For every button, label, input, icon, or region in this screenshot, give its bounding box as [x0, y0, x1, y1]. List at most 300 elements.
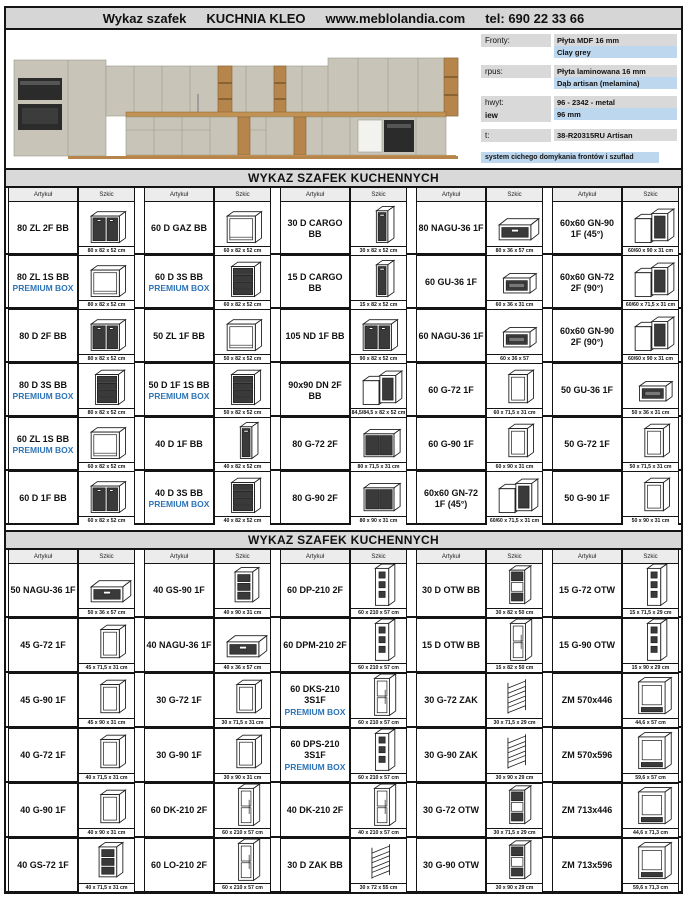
premium-box-label: PREMIUM BOX — [12, 283, 74, 294]
article-cell — [8, 309, 78, 363]
dimensions-label: 59,6 x 57 cm — [623, 773, 678, 782]
column-gap — [407, 471, 416, 525]
cabinet-sketch-icon — [487, 202, 542, 246]
spec-value: Clay grey — [554, 46, 677, 58]
cabinet-sketch-icon — [623, 310, 678, 354]
article-code: 15 D OTW BB — [421, 640, 480, 651]
article-code: 50 G-72 1F — [564, 439, 610, 450]
dimensions-label: 80 x 90 x 31 cm — [351, 516, 406, 525]
column-header-artykul: Artykuł — [8, 188, 78, 201]
article-cell — [144, 618, 214, 672]
dimensions-label: 80 x 36 x 57 cm — [487, 246, 542, 255]
table-row — [6, 783, 681, 838]
column-gap — [271, 201, 280, 255]
article-cell — [416, 563, 486, 617]
spec-row — [481, 96, 677, 122]
article-cell — [8, 417, 78, 471]
sketch-cell — [486, 728, 543, 782]
article-cell — [280, 309, 350, 363]
cabinet-sketch-icon — [623, 784, 678, 828]
cabinet-sketch-icon — [79, 619, 134, 663]
column-gap — [543, 618, 552, 672]
sketch-cell — [622, 201, 679, 255]
column-gap — [679, 673, 683, 727]
dimensions-label: 50 x 36 x 31 cm — [623, 408, 678, 417]
article-cell — [144, 728, 214, 782]
article-code: 80 D 3S BB — [18, 379, 68, 390]
sketch-cell — [78, 417, 135, 471]
dimensions-label: 59,6 x 71,3 cm — [623, 883, 678, 892]
column-gap — [543, 673, 552, 727]
spec-footer-note: system cichego domykania frontów i szuflad — [481, 152, 659, 163]
cabinet-sketch-icon — [487, 418, 542, 462]
column-gap — [543, 783, 552, 837]
column-gap — [271, 550, 280, 563]
spec-values — [554, 65, 677, 89]
sketch-cell — [486, 618, 543, 672]
article-cell — [552, 471, 622, 525]
sketch-cell — [214, 309, 271, 363]
column-gap — [407, 309, 416, 363]
article-code: 60x60 GN-90 1F (45°) — [559, 217, 615, 239]
column-gap — [135, 618, 144, 672]
article-cell — [8, 563, 78, 617]
sketch-cell — [214, 728, 271, 782]
spec-values — [554, 96, 677, 122]
sketch-cell — [622, 255, 679, 309]
column-gap — [679, 255, 683, 309]
cabinet-sketch-icon — [351, 564, 406, 608]
article-code: 60 NAGU-36 1F — [418, 331, 484, 342]
dimensions-label: 50 x 90 x 31 cm — [623, 516, 678, 525]
column-gap — [679, 728, 683, 782]
article-cell — [416, 838, 486, 892]
article-code: 15 D CARGO BB — [287, 271, 343, 293]
column-gap — [271, 471, 280, 525]
table-row — [6, 417, 681, 471]
article-cell — [280, 838, 350, 892]
cabinet-sketch-icon — [79, 674, 134, 718]
kitchen-render-image — [8, 32, 508, 166]
dimensions-label: 45 x 90 x 31 cm — [79, 718, 134, 727]
cabinet-sketch-icon — [623, 839, 678, 883]
sketch-cell — [350, 471, 407, 525]
column-header-szkic: Szkic — [214, 188, 271, 201]
cabinet-table-1 — [6, 168, 681, 525]
cabinet-sketch-icon — [215, 364, 270, 408]
dimensions-label: 60 x 210 x 57 cm — [351, 773, 406, 782]
column-header-szkic: Szkic — [486, 188, 543, 201]
article-code: 80 G-90 2F — [292, 493, 338, 504]
article-cell — [552, 673, 622, 727]
cabinet-sketch-icon — [623, 202, 678, 246]
table-row — [6, 673, 681, 728]
article-cell — [144, 363, 214, 417]
column-gap — [135, 783, 144, 837]
spec-value: Płyta laminowana 16 mm — [554, 65, 677, 77]
cabinet-sketch-icon — [487, 839, 542, 883]
dimensions-label: 80 x 82 x 52 cm — [79, 408, 134, 417]
article-code: 40 DK-210 2F — [286, 805, 344, 816]
article-cell — [144, 471, 214, 525]
dimensions-label: 30 x 71,5 x 31 cm — [215, 718, 270, 727]
spec-values — [554, 129, 677, 142]
article-cell — [416, 255, 486, 309]
cabinet-sketch-icon — [487, 674, 542, 718]
article-code: 80 NAGU-36 1F — [418, 223, 484, 234]
column-gap — [543, 255, 552, 309]
article-cell — [416, 201, 486, 255]
sketch-cell — [486, 309, 543, 363]
sketch-cell — [214, 201, 271, 255]
column-gap — [135, 201, 144, 255]
column-gap — [543, 471, 552, 525]
spec-label: t: — [481, 129, 551, 142]
sketch-cell — [78, 255, 135, 309]
column-gap — [135, 550, 144, 563]
column-gap — [407, 563, 416, 617]
column-gap — [135, 363, 144, 417]
column-header-artykul: Artykuł — [280, 550, 350, 563]
cabinet-sketch-icon — [79, 729, 134, 773]
article-cell — [552, 417, 622, 471]
dimensions-label: 44,6 x 57 cm — [623, 718, 678, 727]
sketch-cell — [486, 673, 543, 727]
premium-box-label: PREMIUM BOX — [148, 499, 210, 510]
dimensions-label: 80 x 71,5 x 31 cm — [351, 462, 406, 471]
article-code: 40 G-72 1F — [20, 750, 66, 761]
website-link[interactable]: www.meblolandia.com — [325, 10, 466, 26]
article-code: 40 GS-90 1F — [153, 585, 205, 596]
article-code: 30 G-72 ZAK — [424, 695, 478, 706]
column-header-artykul: Artykuł — [416, 550, 486, 563]
article-code: 60 G-90 1F — [428, 439, 474, 450]
phone-number: tel: 690 22 33 66 — [485, 10, 585, 26]
column-header-szkic: Szkic — [214, 550, 271, 563]
cabinet-sketch-icon — [351, 418, 406, 462]
premium-box-label: PREMIUM BOX — [12, 445, 74, 456]
dimensions-label: 60 x 210 x 57 cm — [351, 718, 406, 727]
sketch-cell — [214, 363, 271, 417]
cabinet-sketch-icon — [487, 310, 542, 354]
spec-value: Dąb artisan (melamina) — [554, 77, 677, 89]
article-code: 60 D 1F BB — [19, 493, 67, 504]
cabinet-sketch-icon — [351, 310, 406, 354]
cabinet-sketch-icon — [215, 472, 270, 516]
cabinet-sketch-icon — [79, 564, 134, 608]
title-bar — [6, 8, 681, 30]
article-cell — [144, 201, 214, 255]
sketch-cell — [214, 673, 271, 727]
dimensions-label: 15 x 82 x 50 cm — [487, 663, 542, 672]
table-row — [6, 838, 681, 893]
article-code: ZM 713x446 — [561, 805, 613, 816]
column-gap — [679, 783, 683, 837]
article-code: 60 DPS-210 3S1F — [290, 739, 340, 760]
column-gap — [543, 417, 552, 471]
column-gap — [135, 673, 144, 727]
sketch-cell — [622, 363, 679, 417]
column-gap — [407, 728, 416, 782]
sketch-cell — [486, 201, 543, 255]
article-code: 15 G-90 OTW — [558, 640, 615, 651]
dimensions-label: 45 x 71,5 x 31 cm — [79, 663, 134, 672]
column-gap — [543, 363, 552, 417]
article-code: 60x60 GN-90 2F (90°) — [559, 325, 615, 347]
sketch-cell — [486, 471, 543, 525]
sketch-cell — [486, 838, 543, 892]
dimensions-label: 80 x 82 x 52 cm — [79, 246, 134, 255]
cabinet-sketch-icon — [215, 564, 270, 608]
column-gap — [407, 201, 416, 255]
dimensions-label: 60 x 210 x 57 cm — [215, 883, 270, 892]
article-code: 40 D 1F BB — [155, 439, 203, 450]
article-cell — [280, 471, 350, 525]
article-code: 40 D 3S BB — [154, 487, 204, 498]
column-header-szkic: Szkic — [622, 550, 679, 563]
article-cell — [280, 363, 350, 417]
dimensions-label: 30 x 82 x 52 cm — [351, 246, 406, 255]
column-gap — [407, 363, 416, 417]
cabinet-sketch-icon — [487, 364, 542, 408]
dimensions-label: 15 x 82 x 52 cm — [351, 300, 406, 309]
cabinet-sketch-icon — [79, 202, 134, 246]
sketch-cell — [214, 838, 271, 892]
column-gap — [271, 783, 280, 837]
spec-row — [481, 129, 677, 142]
article-code: 60 DK-210 2F — [150, 805, 208, 816]
article-cell — [8, 363, 78, 417]
article-code: 50 NAGU-36 1F — [10, 585, 76, 596]
article-code: 30 D ZAK BB — [287, 860, 343, 871]
article-cell — [552, 563, 622, 617]
column-gap — [407, 838, 416, 892]
column-header-row — [6, 188, 681, 201]
column-gap — [679, 309, 683, 363]
article-cell — [416, 728, 486, 782]
dimensions-label: 60/60 x 71,5 x 31 cm — [487, 516, 542, 525]
cabinet-sketch-icon — [79, 839, 134, 883]
article-code: 40 G-90 1F — [20, 805, 66, 816]
article-cell — [280, 255, 350, 309]
cabinet-sketch-icon — [215, 418, 270, 462]
dimensions-label: 60 x 82 x 52 cm — [79, 516, 134, 525]
spec-label: Fronty: — [481, 34, 551, 47]
dimensions-label: 40 x 36 x 57 cm — [215, 663, 270, 672]
column-gap — [135, 563, 144, 617]
article-cell — [144, 838, 214, 892]
article-code: 40 NAGU-36 1F — [146, 640, 212, 651]
cabinet-sketch-icon — [215, 310, 270, 354]
cabinet-sketch-icon — [215, 784, 270, 828]
article-cell — [552, 728, 622, 782]
sketch-cell — [622, 309, 679, 363]
column-gap — [543, 563, 552, 617]
dimensions-label: 40 x 71,5 x 31 cm — [79, 773, 134, 782]
column-gap — [135, 838, 144, 892]
spec-panel — [481, 34, 677, 163]
column-gap — [407, 673, 416, 727]
dimensions-label: 60 x 82 x 52 cm — [215, 300, 270, 309]
premium-box-label: PREMIUM BOX — [148, 391, 210, 402]
column-gap — [135, 417, 144, 471]
table-row — [6, 618, 681, 673]
article-cell — [8, 618, 78, 672]
dimensions-label: 30 x 90 x 29 cm — [487, 773, 542, 782]
sketch-cell — [486, 417, 543, 471]
article-cell — [552, 618, 622, 672]
sketch-cell — [350, 673, 407, 727]
sketch-cell — [214, 255, 271, 309]
dimensions-label: 60 x 36 x 31 cm — [487, 300, 542, 309]
column-header-artykul: Artykuł — [8, 550, 78, 563]
article-cell — [8, 255, 78, 309]
sketch-cell — [350, 363, 407, 417]
sketch-cell — [622, 471, 679, 525]
article-cell — [144, 255, 214, 309]
column-gap — [135, 309, 144, 363]
article-cell — [280, 417, 350, 471]
dimensions-label: 50 x 71,5 x 31 cm — [623, 462, 678, 471]
sketch-cell — [78, 618, 135, 672]
spec-value: 38-R20315RU Artisan — [554, 129, 677, 141]
article-code: 60 D 3S BB — [154, 271, 204, 282]
sketch-cell — [78, 309, 135, 363]
cabinet-sketch-icon — [487, 564, 542, 608]
dimensions-label: 60 x 71,5 x 31 cm — [487, 408, 542, 417]
cabinet-sketch-icon — [79, 784, 134, 828]
sketch-cell — [350, 618, 407, 672]
sketch-cell — [350, 838, 407, 892]
dimensions-label: 60 x 210 x 57 cm — [351, 608, 406, 617]
dimensions-label: 30 x 82 x 50 cm — [487, 608, 542, 617]
article-cell — [416, 471, 486, 525]
article-code: 60 G-72 1F — [428, 385, 474, 396]
column-gap — [271, 673, 280, 727]
article-code: 80 ZL 1S BB — [16, 271, 70, 282]
cabinet-sketch-icon — [215, 674, 270, 718]
column-gap — [679, 563, 683, 617]
column-gap — [271, 363, 280, 417]
column-gap — [679, 618, 683, 672]
article-cell — [280, 728, 350, 782]
premium-box-label: PREMIUM BOX — [148, 283, 210, 294]
article-code: 50 GU-36 1F — [560, 385, 614, 396]
cabinet-sketch-icon — [79, 472, 134, 516]
spec-values — [554, 34, 677, 58]
dimensions-label: 60/60 x 90 x 31 cm — [623, 246, 678, 255]
spec-label: rpus: — [481, 65, 551, 78]
dimensions-label: 50 x 82 x 52 cm — [215, 354, 270, 363]
dimensions-label: 44,6 x 71,3 cm — [623, 828, 678, 837]
article-code: 90x90 DN 2F BB — [288, 379, 342, 401]
article-cell — [280, 783, 350, 837]
sketch-cell — [350, 728, 407, 782]
article-cell — [416, 309, 486, 363]
column-gap — [679, 201, 683, 255]
sketch-cell — [622, 728, 679, 782]
column-gap — [679, 471, 683, 525]
column-gap — [407, 783, 416, 837]
article-cell — [552, 783, 622, 837]
article-code: 30 G-72 1F — [156, 695, 202, 706]
dimensions-label: 40 x 71,5 x 31 cm — [79, 883, 134, 892]
article-cell — [552, 363, 622, 417]
column-gap — [679, 363, 683, 417]
title-prefix: Wykaz szafek — [102, 10, 187, 26]
table-row — [6, 728, 681, 783]
article-code: 30 D OTW BB — [421, 585, 480, 596]
article-code: 60 D GAZ BB — [150, 223, 207, 234]
sketch-cell — [622, 563, 679, 617]
column-gap — [135, 255, 144, 309]
article-cell — [144, 417, 214, 471]
cabinet-tables — [6, 168, 681, 893]
spec-value: Płyta MDF 16 mm — [554, 34, 677, 46]
column-header-szkic: Szkic — [78, 550, 135, 563]
sketch-cell — [78, 783, 135, 837]
column-gap — [679, 550, 683, 563]
article-code: 80 D 2F BB — [19, 331, 67, 342]
sketch-cell — [622, 673, 679, 727]
cabinet-sketch-icon — [79, 310, 134, 354]
sketch-cell — [350, 417, 407, 471]
article-code: ZM 713x596 — [561, 860, 613, 871]
sketch-cell — [214, 417, 271, 471]
article-code: 60 GU-36 1F — [424, 277, 478, 288]
column-gap — [543, 838, 552, 892]
cabinet-sketch-icon — [487, 729, 542, 773]
top-section — [6, 30, 681, 168]
dimensions-label: 84,5/84,5 x 82 x 52 cm — [351, 410, 406, 416]
sketch-cell — [486, 255, 543, 309]
dimensions-label: 60/60 x 71,5 x 31 cm — [623, 300, 678, 309]
sketch-cell — [622, 783, 679, 837]
dimensions-label: 15 x 71,5 x 29 cm — [623, 608, 678, 617]
table-row — [6, 563, 681, 618]
column-header-szkic: Szkic — [78, 188, 135, 201]
dimensions-label: 40 x 210 x 57 cm — [351, 828, 406, 837]
dimensions-label: 80 x 82 x 52 cm — [79, 300, 134, 309]
dimensions-label: 90 x 82 x 52 cm — [351, 354, 406, 363]
sketch-cell — [78, 673, 135, 727]
article-code: 30 G-90 ZAK — [424, 750, 478, 761]
sketch-cell — [78, 471, 135, 525]
column-header-artykul: Artykuł — [552, 188, 622, 201]
column-header-szkic: Szkic — [350, 188, 407, 201]
cabinet-sketch-icon — [487, 256, 542, 300]
article-cell — [144, 309, 214, 363]
column-gap — [407, 255, 416, 309]
sketch-cell — [486, 563, 543, 617]
dimensions-label: 30 x 72 x 55 cm — [351, 883, 406, 892]
page-title: KUCHNIA KLEO — [206, 10, 306, 26]
article-cell — [416, 618, 486, 672]
sketch-cell — [350, 309, 407, 363]
sketch-cell — [78, 363, 135, 417]
dimensions-label: 40 x 82 x 52 cm — [215, 462, 270, 471]
column-gap — [543, 188, 552, 201]
spec-row — [481, 34, 677, 58]
spec-value: 96 mm — [554, 108, 677, 120]
article-code: 45 G-72 1F — [20, 640, 66, 651]
premium-box-label: PREMIUM BOX — [12, 391, 74, 402]
cabinet-sketch-icon — [487, 784, 542, 828]
article-cell — [552, 309, 622, 363]
cabinet-sketch-icon — [79, 364, 134, 408]
column-gap — [407, 188, 416, 201]
column-gap — [543, 728, 552, 782]
